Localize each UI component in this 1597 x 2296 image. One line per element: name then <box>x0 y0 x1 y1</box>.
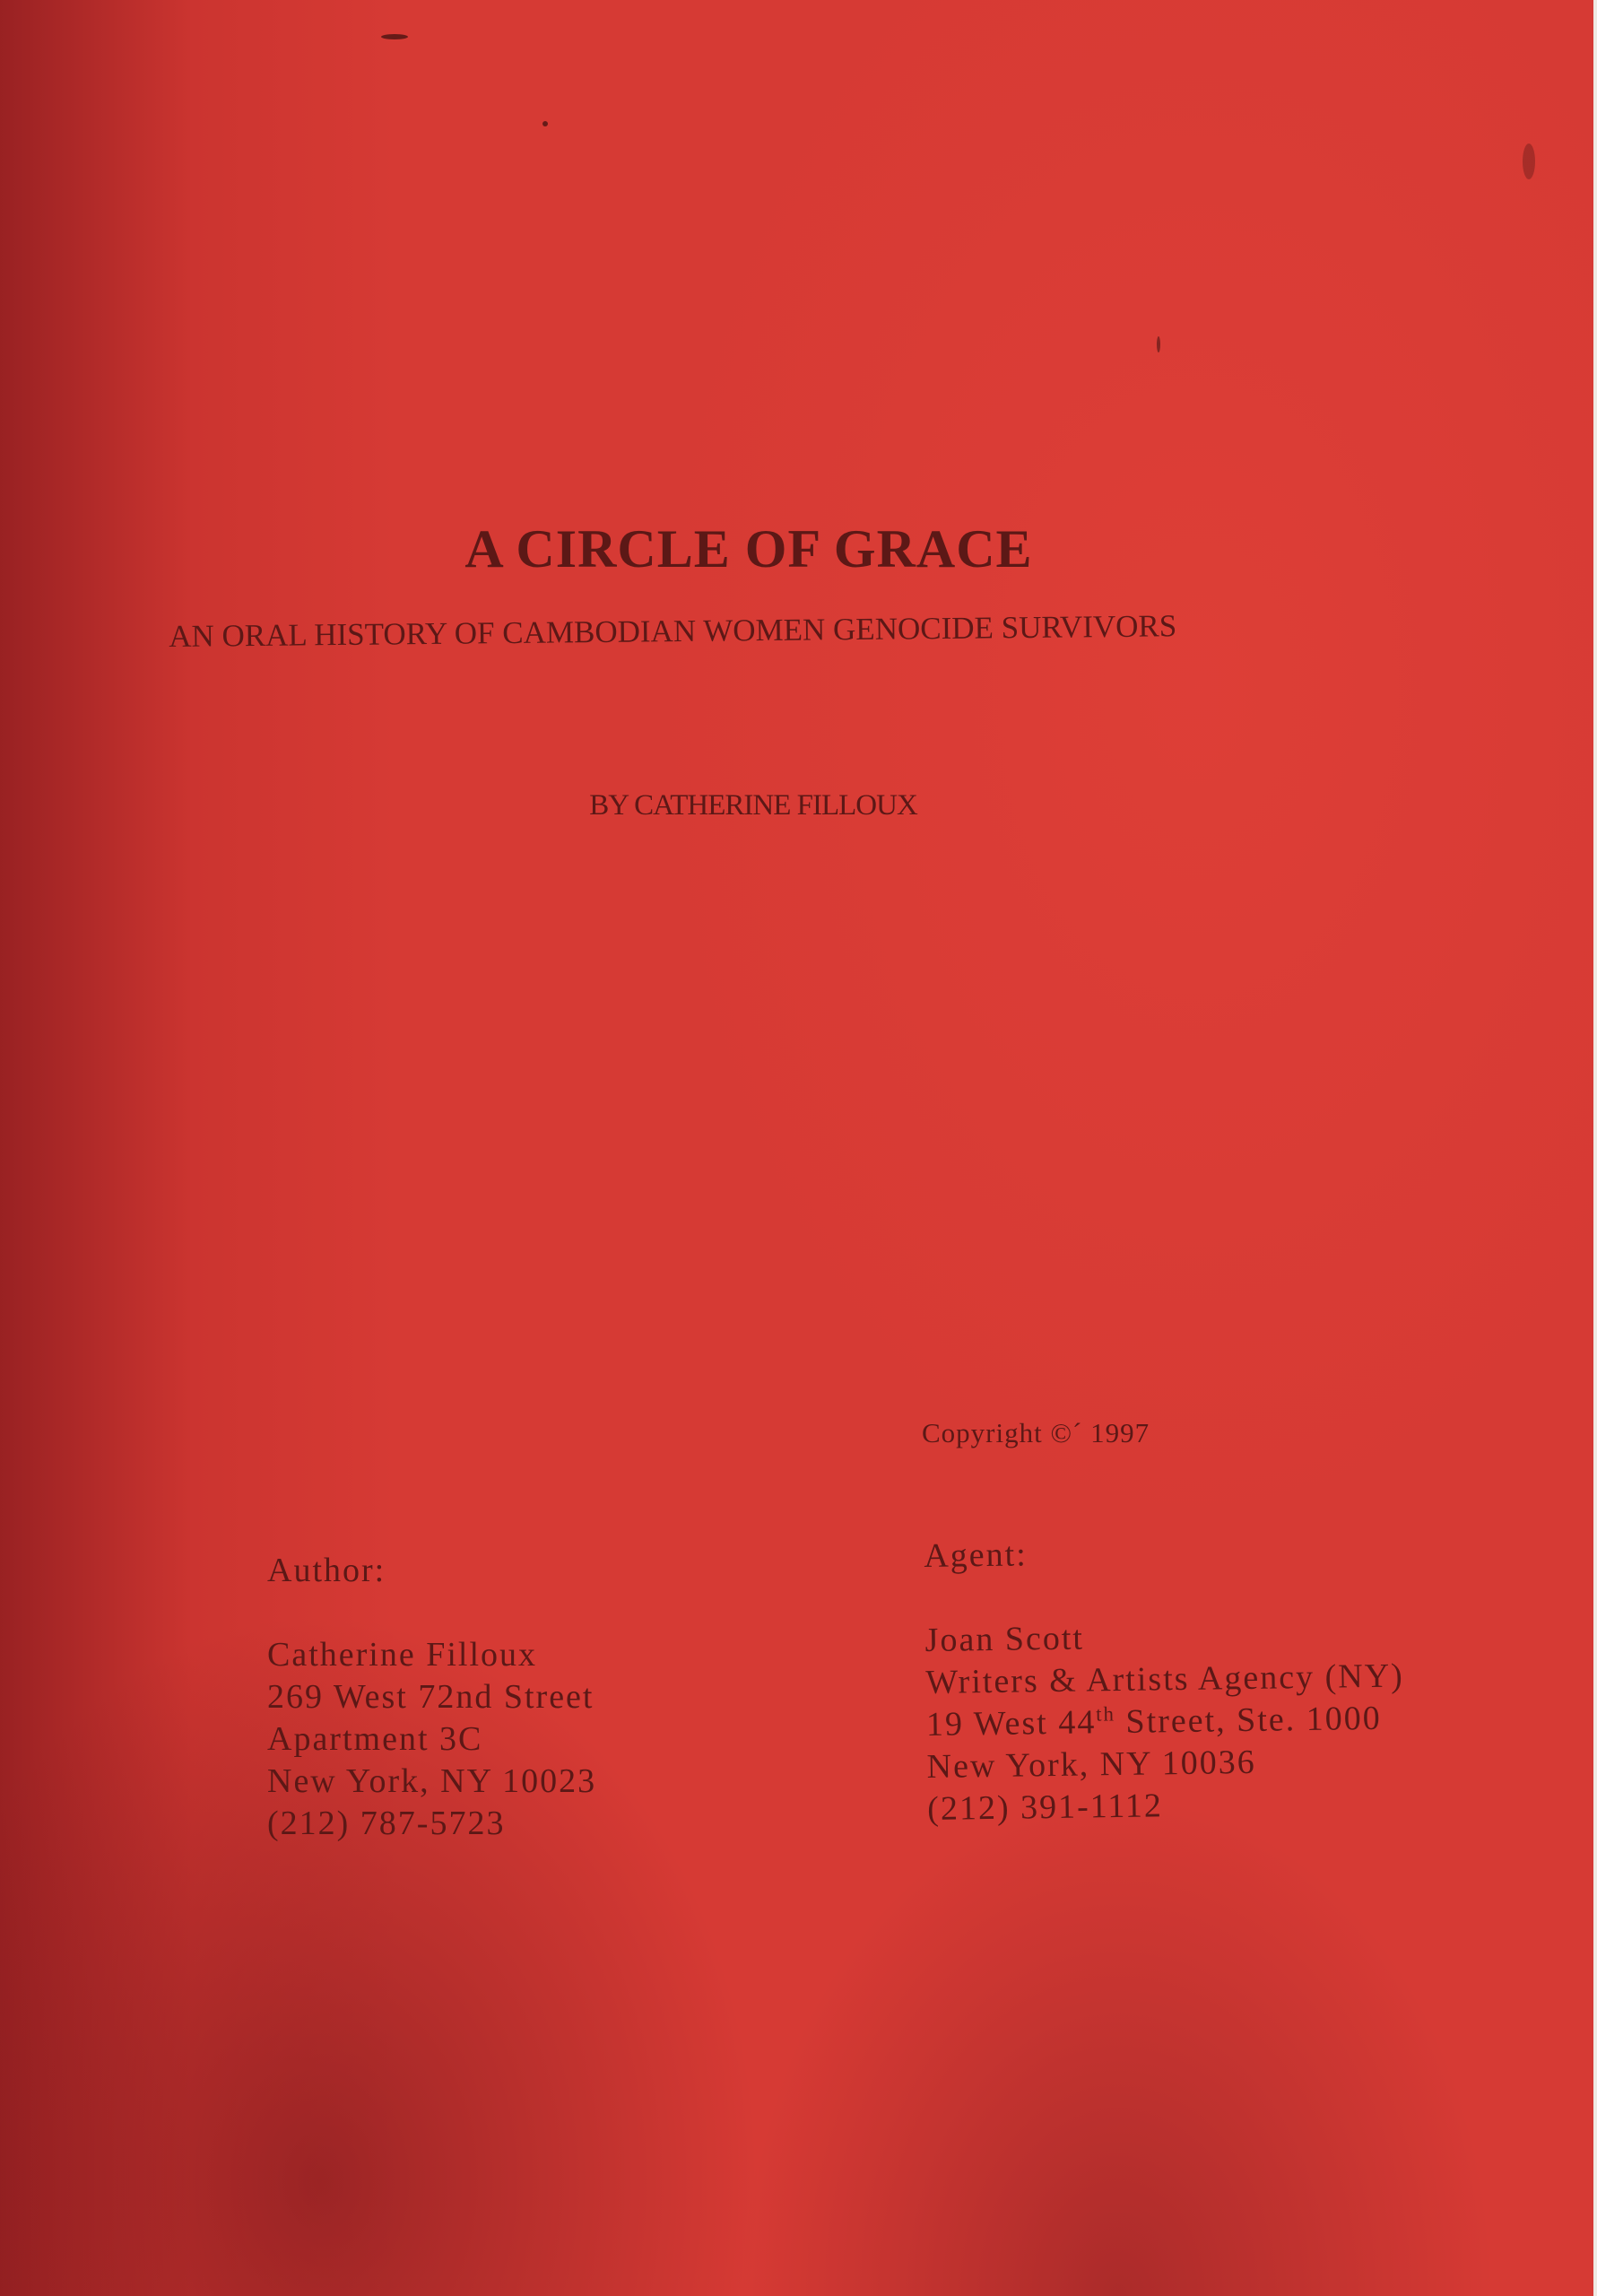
author-block <box>267 1550 596 1845</box>
page-edge <box>1593 0 1597 2296</box>
agent-street-rest: Street, Ste. 1000 <box>1115 1699 1382 1742</box>
author-city: New York, NY 10023 <box>267 1762 597 1800</box>
speck <box>381 34 408 39</box>
agent-block <box>924 1529 1406 1831</box>
agent-city: New York, NY 10036 <box>926 1743 1256 1786</box>
agent-street <box>926 1698 1405 1746</box>
author-name: Catherine Filloux <box>267 1636 538 1674</box>
agent-street-number: 19 West 44 <box>925 1703 1097 1744</box>
agent-phone: (212) 391-1112 <box>926 1787 1164 1828</box>
agent-name: Joan Scott <box>924 1619 1085 1659</box>
speck <box>1157 336 1160 352</box>
agent-agency: Writers & Artists Agency (NY) <box>924 1657 1405 1701</box>
document-title: A CIRCLE OF GRACE <box>464 519 1033 578</box>
author-apartment: Apartment 3C <box>267 1720 483 1758</box>
copyright-notice: Copyright ©´ 1997 <box>922 1417 1150 1448</box>
document-subtitle: AN ORAL HISTORY OF CAMBODIAN WOMEN GENOCIDE SURVIVORS <box>169 608 1177 654</box>
agent-label: Agent: <box>924 1535 1029 1575</box>
author-phone: (212) 787-5723 <box>267 1805 506 1842</box>
speck <box>542 121 548 126</box>
agent-street-suffix: th <box>1095 1702 1116 1726</box>
author-street: 269 West 72nd Street <box>267 1678 595 1716</box>
speck <box>1523 144 1535 179</box>
author-label: Author: <box>267 1552 386 1589</box>
document-byline: BY CATHERINE FILLOUX <box>589 789 917 822</box>
